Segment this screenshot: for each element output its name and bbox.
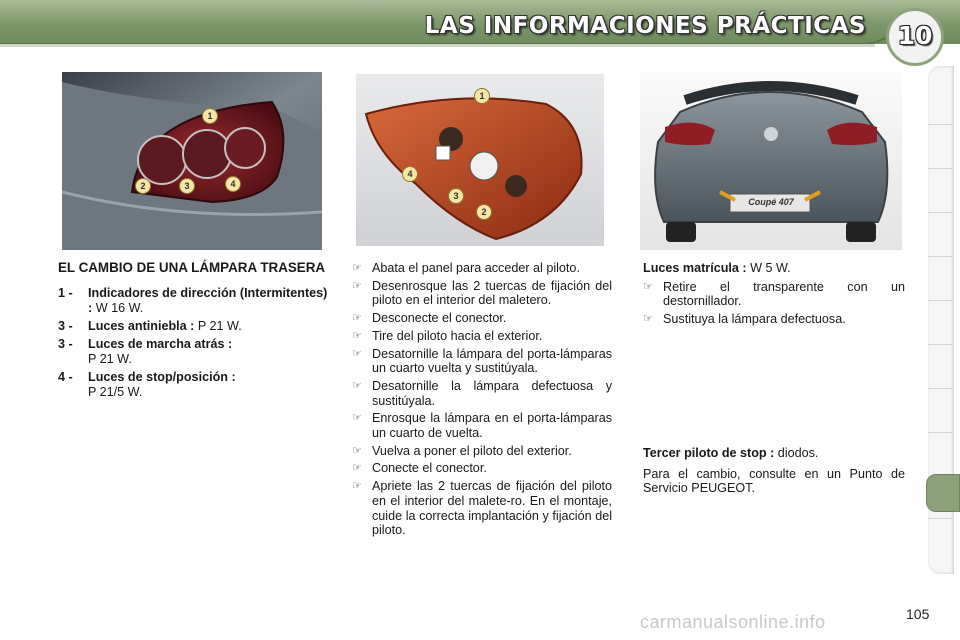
step-text: Abata el panel para acceder al piloto. — [372, 261, 580, 275]
callout-4: 4 — [402, 166, 418, 182]
plate-lights-value: W 5 W. — [746, 261, 791, 275]
step-item — [352, 261, 612, 276]
page-number: 105 — [906, 606, 930, 622]
plate-text: Coupé 407 — [748, 197, 794, 207]
page-title: LAS INFORMACIONES PRÁCTICAS — [424, 13, 866, 39]
tab-divider — [928, 124, 954, 125]
spec-number: 3 - — [58, 319, 73, 333]
step-item — [643, 280, 905, 309]
pointing-hand-icon: ☞ — [352, 444, 362, 457]
tab-divider — [928, 168, 954, 169]
step-text: Desconecte el conector. — [372, 311, 507, 326]
callout-1: 1 — [474, 88, 490, 104]
step-text: Desatornille la lámpara del porta-lámparas un cuarto vuelta y sustitúyala. — [372, 346, 612, 376]
callout-4: 4 — [225, 176, 241, 192]
step-text: Sustituya la lámpara defectuosa. — [663, 312, 846, 327]
spec-label: Indicadores de dirección (Intermitentes) : — [88, 286, 328, 315]
procedure-steps-column — [352, 261, 612, 541]
spec-label: Luces antiniebla : — [88, 319, 195, 333]
step-item — [352, 329, 612, 344]
photo-rear-light-closeup — [62, 72, 322, 250]
spec-number: 4 - — [58, 370, 73, 384]
step-text: Desenrosque las 2 tuercas de fijación del piloto en el interior del maletero. — [372, 278, 612, 308]
step-text: Apriete las 2 tuercas de fijación del piloto en el interior del malete-ro. En el montaje, cuide la correcta implantación y fijación del piloto. — [372, 479, 612, 538]
spec-value: P 21 W. — [88, 352, 132, 366]
step-item — [352, 347, 612, 376]
pointing-hand-icon: ☞ — [352, 347, 362, 360]
service-note: Para el cambio, consulte en un Punto de Servicio PEUGEOT. — [643, 466, 905, 496]
plate-lights-heading — [643, 261, 905, 276]
pointing-hand-icon: ☞ — [643, 313, 653, 326]
plate-lights-label: Luces matrícula : — [643, 261, 747, 275]
step-text: Enrosque la lámpara en el porta-lámparas un cuarto de vuelta. — [372, 411, 612, 441]
pointing-hand-icon: ☞ — [352, 480, 362, 493]
spec-value: P 21/5 W. — [88, 385, 143, 399]
tab-divider — [928, 388, 954, 389]
chapter-badge — [886, 8, 944, 66]
step-item — [352, 444, 612, 459]
pointing-hand-icon: ☞ — [352, 412, 362, 425]
callout-1: 1 — [202, 108, 218, 124]
lamp-specs-column — [58, 260, 328, 403]
step-item — [643, 312, 905, 327]
tab-divider — [928, 344, 954, 345]
pointing-hand-icon: ☞ — [643, 280, 653, 293]
spec-number: 3 - — [58, 337, 73, 351]
step-item — [352, 461, 612, 476]
callout-3: 3 — [179, 178, 195, 194]
step-item — [352, 379, 612, 408]
spec-label: Luces de marcha atrás : — [88, 337, 233, 351]
callout-2: 2 — [135, 178, 151, 194]
photo-car-rear — [640, 72, 902, 250]
watermark: carmanualsonline.info — [640, 612, 826, 632]
pointing-hand-icon: ☞ — [352, 379, 362, 392]
callout-3: 3 — [448, 188, 464, 204]
step-text: Conecte el conector. — [372, 461, 487, 476]
spec-label: Luces de stop/posición : — [88, 370, 236, 384]
step-text: Retire el transparente con un destornillador. — [663, 279, 905, 309]
pointing-hand-icon: ☞ — [352, 312, 362, 325]
spec-item — [58, 286, 328, 316]
spec-item — [58, 319, 328, 334]
step-text: Tire del piloto hacia el exterior. — [372, 328, 543, 343]
spec-number: 1 - — [58, 286, 73, 300]
spec-item — [58, 337, 328, 367]
step-item — [352, 479, 612, 538]
plate-lights-column — [643, 261, 905, 496]
tab-divider — [928, 300, 954, 301]
third-stop-value: diodos. — [774, 445, 819, 460]
section-title: EL CAMBIO DE UNA LÁMPARA TRASERA — [58, 260, 326, 275]
step-item — [352, 311, 612, 326]
step-item — [352, 411, 612, 440]
tab-active-chapter[interactable] — [926, 474, 960, 512]
tab-divider — [928, 256, 954, 257]
tab-divider — [928, 518, 954, 519]
tab-divider — [928, 212, 954, 213]
tab-divider — [928, 432, 954, 433]
pointing-hand-icon: ☞ — [352, 462, 362, 475]
third-stop-heading — [643, 446, 905, 461]
car-rear-illustration — [640, 72, 902, 250]
third-stop-label: Tercer piloto de stop : — [643, 445, 775, 460]
chapter-number: 10 — [897, 21, 933, 50]
step-text: Vuelva a poner el piloto del exterior. — [372, 443, 572, 458]
pointing-hand-icon: ☞ — [352, 262, 362, 274]
step-text: Desatornille la lámpara defectuosa y sustitúyala. — [372, 378, 612, 408]
rear-light-illustration — [62, 72, 322, 250]
spec-value: W 16 W. — [92, 301, 144, 315]
step-item — [352, 279, 612, 308]
pointing-hand-icon: ☞ — [352, 329, 362, 342]
callout-2: 2 — [476, 204, 492, 220]
page-header — [0, 0, 960, 52]
photo-light-unit — [356, 74, 604, 246]
pointing-hand-icon: ☞ — [352, 279, 362, 292]
spec-value: P 21 W. — [194, 319, 242, 333]
spec-item — [58, 370, 328, 400]
